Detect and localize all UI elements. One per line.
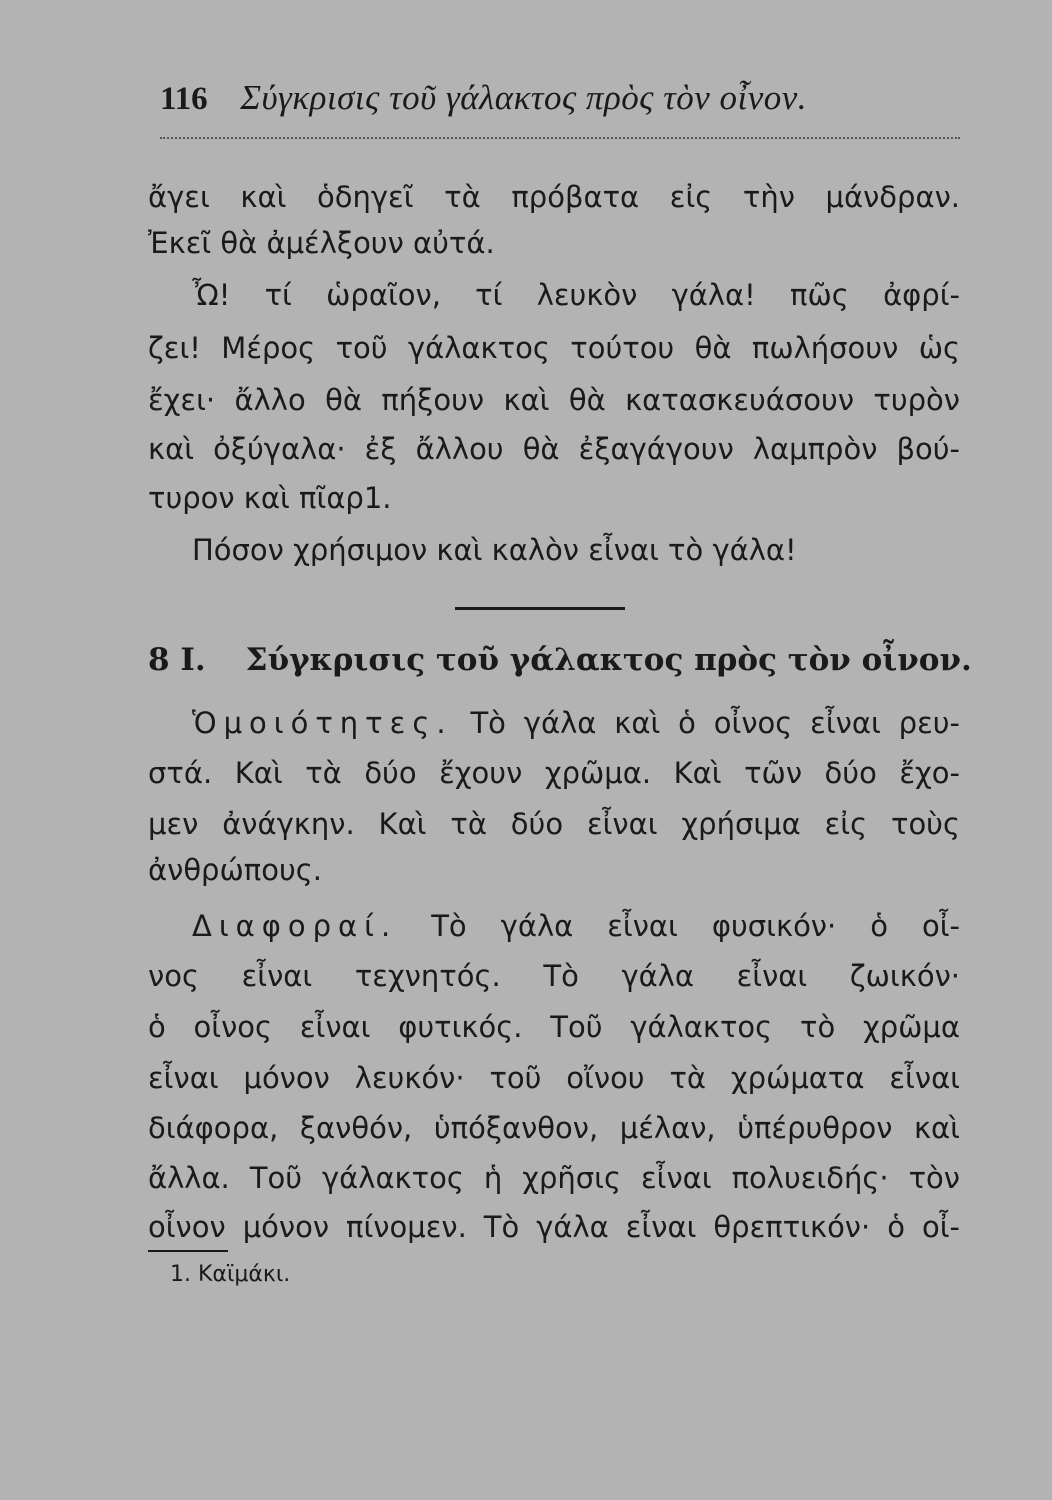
- text-line: Ὦ! τί ὡραῖον, τί λευκὸν γάλα! πῶς ἀφρί-: [192, 278, 960, 312]
- differences-lead: Διαφοραί.: [192, 909, 398, 943]
- text-line: ζει! Μέρος τοῦ γάλακτος τούτου θὰ πωλήσουν ὡς: [148, 331, 960, 365]
- text-line: καὶ ὀξύγαλα· ἐξ ἄλλου θὰ ἐξαγάγουν λαμπρὸν βού-: [148, 432, 960, 466]
- text-line: Ἐκεῖ θὰ ἀμέλξουν αὐτά.: [148, 226, 495, 260]
- similarities-line-rest: Τὸ γάλα καὶ ὁ οἶνος εἶναι ρευ-: [470, 706, 960, 740]
- text-line: Πόσον χρήσιμον καὶ καλὸν εἶναι τὸ γάλα!: [192, 533, 797, 567]
- text-line: τυρον καὶ πῖαρ1.: [148, 481, 392, 515]
- text-line: ἀνθρώπους.: [148, 853, 322, 887]
- page-number: 116: [160, 81, 208, 117]
- text-line: ὁ οἶνος εἶναι φυτικός. Τοῦ γάλακτος τὸ χρῶμα: [148, 1010, 960, 1044]
- differences-line-rest: Τὸ γάλα εἶναι φυσικόν· ὁ οἶ-: [431, 909, 961, 943]
- header-rule: [160, 137, 960, 139]
- section-separator: [455, 607, 625, 610]
- text-line: [192, 909, 960, 943]
- text-line: ἔχει· ἄλλο θὰ πήξουν καὶ θὰ κατασκευάσουν τυρὸν: [148, 383, 960, 417]
- running-header: [160, 78, 960, 118]
- footnote-rule: [148, 1250, 228, 1252]
- running-title: Σύγκρισις τοῦ γάλακτος πρὸς τὸν οἶνον.: [240, 78, 808, 117]
- footnote: 1. Καϊμάκι.: [170, 1262, 291, 1287]
- text-line: μεν ἀνάγκην. Καὶ τὰ δύο εἶναι χρήσιμα εἰς τοὺς: [148, 807, 960, 841]
- text-line: νος εἶναι τεχνητός. Τὸ γάλα εἶναι ζωικόν·: [148, 959, 960, 993]
- text-line: στά. Καὶ τὰ δύο ἔχουν χρῶμα. Καὶ τῶν δύο ἔχο-: [148, 756, 960, 790]
- text-line: ἄγει καὶ ὁδηγεῖ τὰ πρόβατα εἰς τὴν μάνδραν.: [148, 180, 960, 214]
- text-line: [192, 706, 960, 740]
- text-line: διάφορα, ξανθόν, ὑπόξανθον, μέλαν, ὑπέρυθρον καὶ: [148, 1111, 960, 1145]
- text-line: ἄλλα. Τοῦ γάλακτος ἡ χρῆσις εἶναι πολυειδής· τὸν: [148, 1161, 960, 1195]
- section-heading: [148, 642, 972, 678]
- section-number: 8 I.: [148, 642, 206, 678]
- similarities-lead: Ὁμοιότητες.: [192, 706, 453, 740]
- section-title: Σύγκρισις τοῦ γάλακτος πρὸς τὸν οἶνον.: [245, 642, 972, 678]
- text-line: εἶναι μόνον λευκόν· τοῦ οἴνου τὰ χρώματα εἶναι: [148, 1061, 960, 1095]
- text-line: οἶνον μόνον πίνομεν. Τὸ γάλα εἶναι θρεπτικόν· ὁ οἶ-: [148, 1210, 960, 1244]
